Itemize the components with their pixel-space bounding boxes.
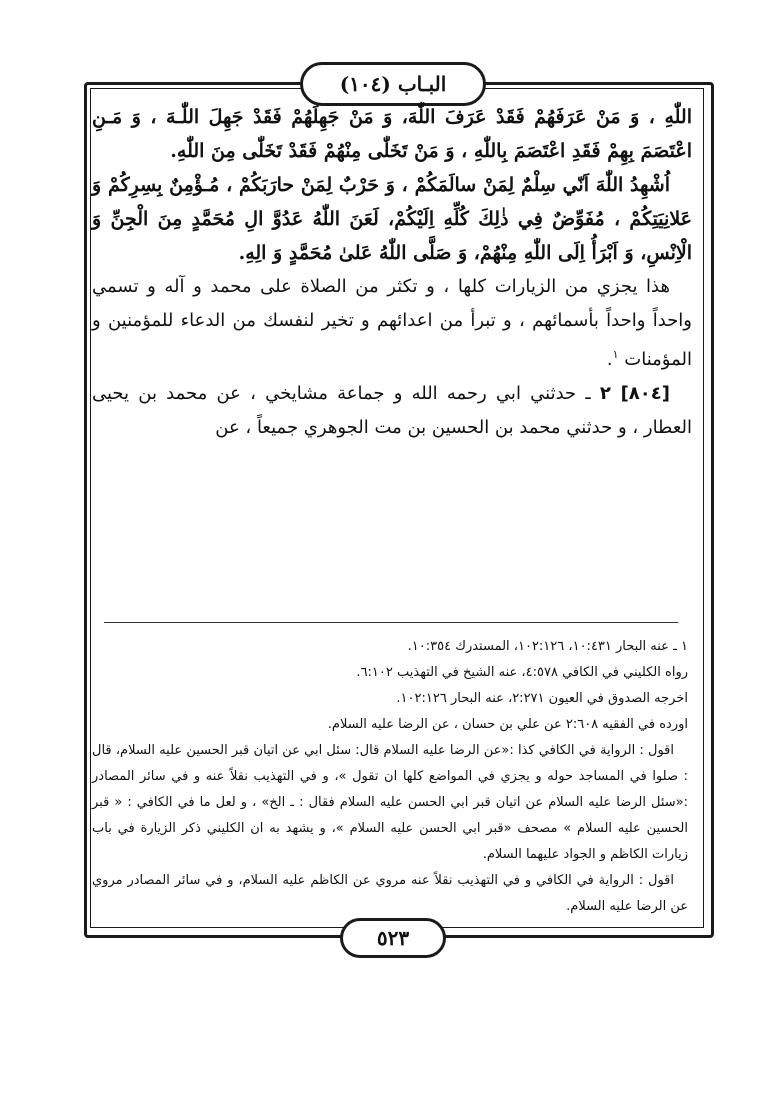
footnote-ref: ١ [612, 348, 619, 361]
prose-paragraph-2 [92, 377, 692, 445]
footnote-line: اخرجه الصدوق في العيون ٢:٢٧١، عنه البحار ١٠٢:١٢٦. [396, 691, 688, 706]
prose-paragraph-1-text: هذا يجزي من الزيارات كلها ، و تكثر من الصلاة على محمد و آله و تسمي واحداً واحداً بأسمائهم ، و تبرأ من اعدائهم و تخير لنفسك من الدعاء للمؤمنين و المؤمنات [92, 276, 692, 370]
page-number: ٥٢٣ [340, 918, 446, 958]
footnote-line: اقول : الرواية في الكافي كذا :«عن الرضا عليه السلام قال: سئل ابي عن اتيان قبر الحسين عليه السلام، قال : صلوا في المساجد حوله و يجزي في المواضع كلها ان تقول »، و في التهذيب نقلاً عنه و في سائر المصادر :«سئل الرضا عليه السلام عن اتيان قبر ابي الحسن عليه السلام فقال : ـ الخ» ، و لعل ما في الكافي : « قبر الحسين عليه السلام » مصحف «قبر ابي الحسن عليه السلام »، و يشهد به ان الكليني ذكر الزيارة في باب زيارات الكاظم و الجواد عليهما السلام. [92, 743, 688, 862]
prose-paragraph-1: هذا يجزي من الزيارات كلها ، و تكثر من الصلاة على محمد و آله و تسمي واحداً واحداً بأسمائهم ، و تبرأ من اعدائهم و تخير لنفسك من الدعاء للمؤمنين و المؤمنات $^١$. [92, 276, 692, 370]
verse-paragraph-1: اللّٰهِ ، وَ مَنْ عَرَفَهُمْ فَقَدْ عَرَفَ اللّٰهَ، وَ مَنْ جَهِلَهُمْ فَقَدْ جَهِلَ اللّٰـهَ ، وَ مَـنِ اعْتَصَمَ بِهِمْ فَقَدِ اعْتَصَمَ بِاللّٰهِ ، وَ مَنْ تَخَلّٰى مِنْهُمْ فَقَدْ تَخَلّٰى مِنَ اللّٰهِ. [92, 106, 692, 162]
hadith-number: [٨٠٤] ٢ [599, 383, 670, 404]
prose-paragraph-2-text: ـ حدثني ابي رحمه الله و جماعة مشايخي ، عن محمد بن يحيى العطار ، و حدثني محمد بن الحسين بن مت الجوهري جميعاً ، عن [92, 383, 692, 438]
footnote-line: اورده في الفقيه ٢:٦٠٨ عن علي بن حسان ، عن الرضا عليه السلام. [327, 717, 688, 732]
chapter-title: البـاب (١٠٤) [300, 62, 486, 106]
footnote-divider [104, 622, 678, 623]
footnotes [92, 634, 688, 920]
footnote-line: رواه الكليني في الكافي ٤:٥٧٨، عنه الشيخ في التهذيب ٦:١٠٢. [356, 665, 688, 680]
verse-paragraph-2: اُشْهِدُ اللّٰهَ اَنّي سِلْمٌ لِمَنْ سالَمَكُمْ ، وَ حَرْبٌ لِمَنْ حارَبَكُمْ ، مُـؤْمِنٌ بِسِرِكُمْ وَ عَلانِيَتِكُمْ ، مُفَوِّضٌ فِي ذٰلِكَ كُلِّهِ اِلَيْكُمْ، لَعَنَ اللّٰهُ عَدُوَّ الِ مُحَمَّدٍ مِنَ الْجِنِّ وَ الْاِنْسِ، وَ اَبْرَأُ اِلَى اللّٰهِ مِنْهُمْ، وَ صَلَّى اللّٰهُ عَلىٰ مُحَمَّدٍ وَ الِهِ. [92, 174, 692, 264]
footnote-line: اقول : الرواية في الكافي و في التهذيب نقلاً عنه مروي عن الكاظم عليه السلام، و في سائر المصادر مروي عن الرضا عليه السلام. [92, 873, 688, 914]
main-text [92, 100, 692, 445]
footnote-line: ١ ـ عنه البحار ١٠:٤٣١، ١٠٢:١٢٦، المستدرك ١٠:٣٥٤. [407, 639, 688, 654]
